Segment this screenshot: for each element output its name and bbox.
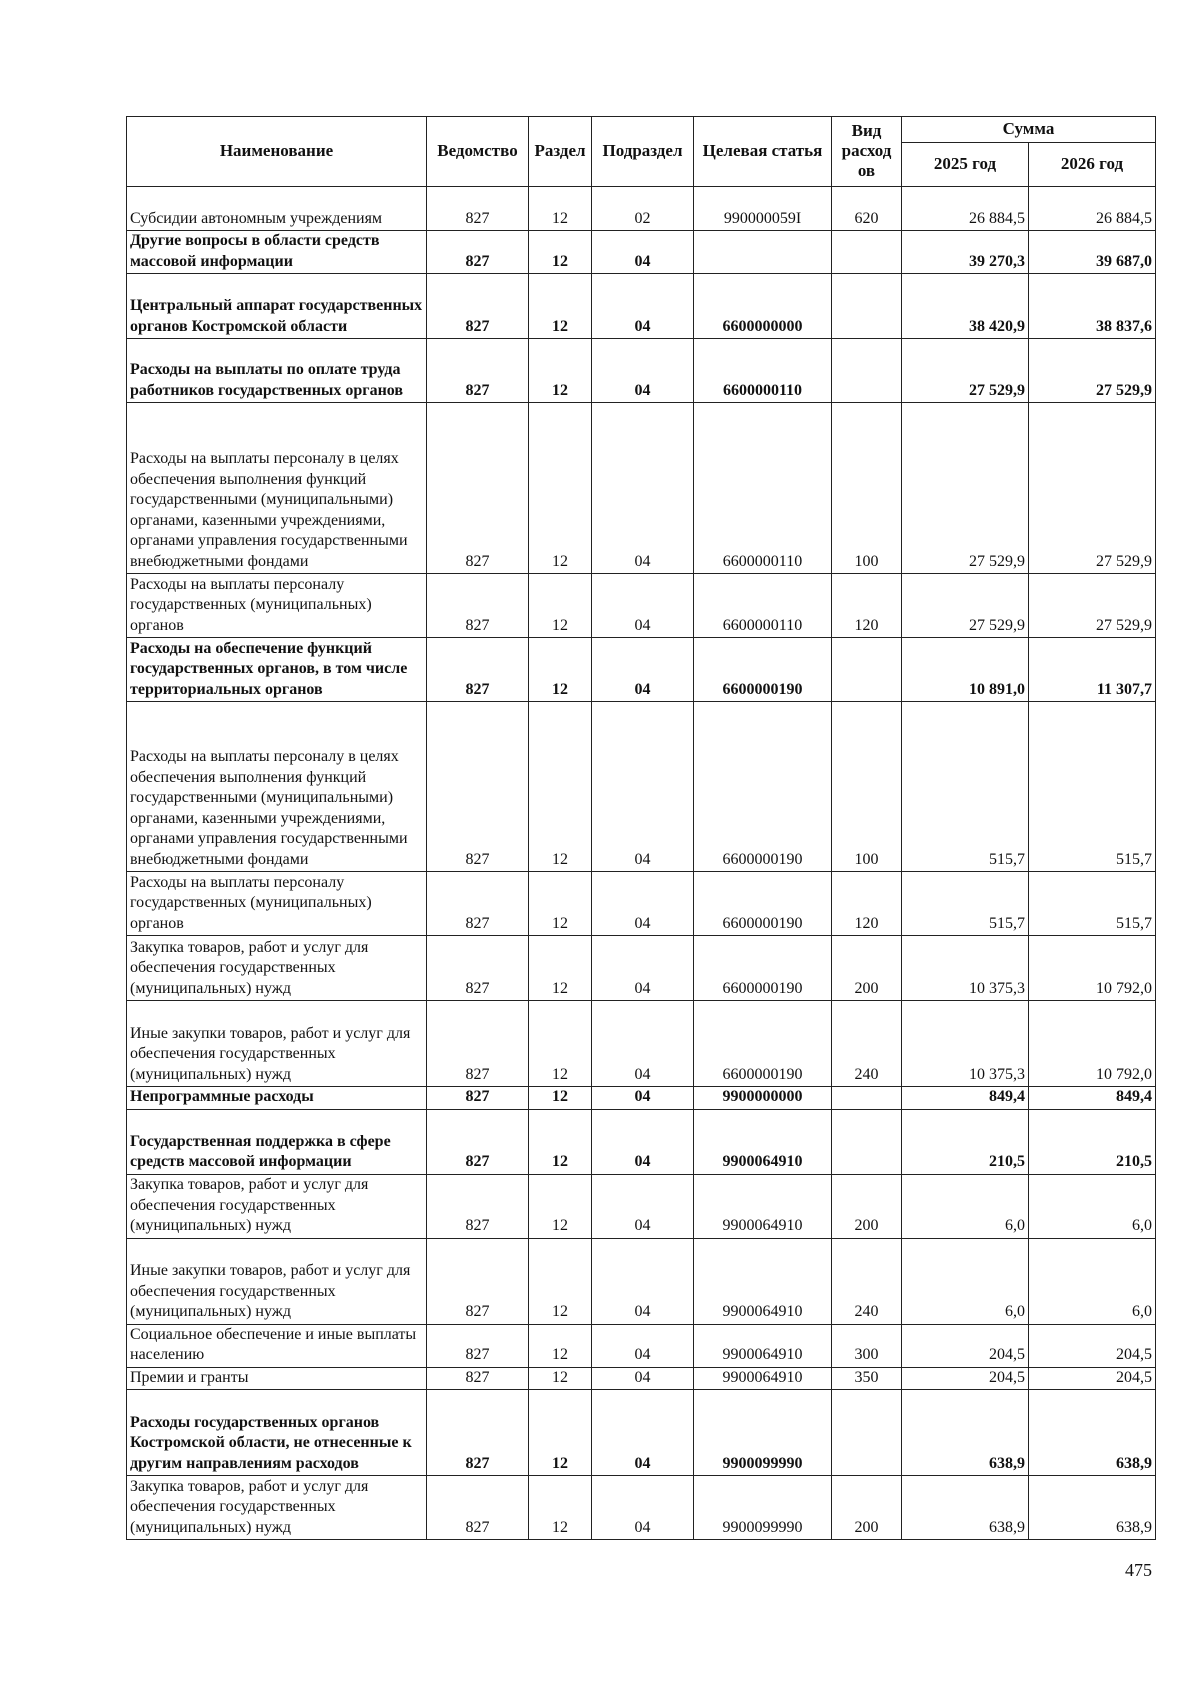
row-sum-2026: 10 792,0 xyxy=(1029,936,1156,1001)
row-section: 12 xyxy=(529,638,592,702)
row-expense-type: 350 xyxy=(832,1367,902,1390)
row-dept: 827 xyxy=(427,1109,529,1174)
row-sum-2026: 849,4 xyxy=(1029,1087,1156,1110)
row-section: 12 xyxy=(529,1238,592,1324)
row-subsection: 04 xyxy=(592,574,694,638)
row-dept: 827 xyxy=(427,274,529,339)
header-section: Раздел xyxy=(529,117,592,187)
row-target: 9900064910 xyxy=(694,1324,832,1367)
row-target xyxy=(694,231,832,274)
table-row xyxy=(127,1109,1156,1174)
row-sum-2025: 10 375,3 xyxy=(902,936,1029,1001)
row-sum-2025: 638,9 xyxy=(902,1476,1029,1540)
row-sum-2025: 27 529,9 xyxy=(902,574,1029,638)
row-target: 9900064910 xyxy=(694,1174,832,1238)
row-target: 990000059I xyxy=(694,187,832,231)
row-target: 9900064910 xyxy=(694,1109,832,1174)
header-target: Целевая статья xyxy=(694,117,832,187)
row-expense-type: 240 xyxy=(832,1238,902,1324)
row-expense-type: 100 xyxy=(832,403,902,574)
row-dept: 827 xyxy=(427,403,529,574)
row-target: 6600000110 xyxy=(694,339,832,403)
header-year-2026: 2026 год xyxy=(1029,143,1156,187)
row-sum-2025: 26 884,5 xyxy=(902,187,1029,231)
row-expense-type: 200 xyxy=(832,1174,902,1238)
row-expense-type: 620 xyxy=(832,187,902,231)
row-target: 6600000190 xyxy=(694,702,832,872)
row-expense-type xyxy=(832,339,902,403)
row-subsection: 04 xyxy=(592,1001,694,1087)
page-number: 475 xyxy=(1125,1560,1152,1580)
row-section: 12 xyxy=(529,1367,592,1390)
row-sum-2026: 515,7 xyxy=(1029,702,1156,872)
row-sum-2026: 39 687,0 xyxy=(1029,231,1156,274)
row-sum-2026: 38 837,6 xyxy=(1029,274,1156,339)
row-subsection: 04 xyxy=(592,872,694,936)
row-target: 6600000110 xyxy=(694,403,832,574)
row-dept: 827 xyxy=(427,1174,529,1238)
row-sum-2025: 39 270,3 xyxy=(902,231,1029,274)
row-subsection: 04 xyxy=(592,1324,694,1367)
row-section: 12 xyxy=(529,936,592,1001)
row-sum-2026: 638,9 xyxy=(1029,1476,1156,1540)
row-dept: 827 xyxy=(427,1001,529,1087)
row-section: 12 xyxy=(529,1390,592,1476)
row-target: 6600000190 xyxy=(694,638,832,702)
row-name: Другие вопросы в области средств массовой информации xyxy=(127,231,427,274)
header-dept: Ведомство xyxy=(427,117,529,187)
row-sum-2025: 515,7 xyxy=(902,702,1029,872)
row-section: 12 xyxy=(529,1109,592,1174)
row-subsection: 04 xyxy=(592,1109,694,1174)
row-expense-type: 100 xyxy=(832,702,902,872)
row-expense-type xyxy=(832,1087,902,1110)
row-expense-type xyxy=(832,638,902,702)
row-sum-2026: 515,7 xyxy=(1029,872,1156,936)
row-name: Закупка товаров, работ и услуг для обеспечения государственных (муниципальных) нужд xyxy=(127,1174,427,1238)
row-subsection: 04 xyxy=(592,339,694,403)
table-row xyxy=(127,1087,1156,1110)
table-row xyxy=(127,1001,1156,1087)
table-row xyxy=(127,574,1156,638)
row-sum-2026: 27 529,9 xyxy=(1029,574,1156,638)
row-section: 12 xyxy=(529,1476,592,1540)
row-section: 12 xyxy=(529,872,592,936)
row-section: 12 xyxy=(529,274,592,339)
row-expense-type xyxy=(832,1390,902,1476)
header-subsection: Подраздел xyxy=(592,117,694,187)
row-name: Расходы на выплаты по оплате труда работников государственных органов xyxy=(127,339,427,403)
row-subsection: 04 xyxy=(592,1367,694,1390)
row-expense-type xyxy=(832,274,902,339)
row-dept: 827 xyxy=(427,1390,529,1476)
row-sum-2025: 515,7 xyxy=(902,872,1029,936)
row-target: 9900000000 xyxy=(694,1087,832,1110)
header-year-2025: 2025 год xyxy=(902,143,1029,187)
header-name: Наименование xyxy=(127,117,427,187)
row-name: Расходы на выплаты персоналу в целях обеспечения выполнения функций государственными (муниципальными) органами, казенными учреждениями, органами управления государственными внебюджетными фондами xyxy=(127,403,427,574)
row-dept: 827 xyxy=(427,574,529,638)
row-expense-type: 300 xyxy=(832,1324,902,1367)
row-name: Непрограммные расходы xyxy=(127,1087,427,1110)
row-name: Государственная поддержка в сфере средств массовой информации xyxy=(127,1109,427,1174)
table-row xyxy=(127,1390,1156,1476)
row-dept: 827 xyxy=(427,702,529,872)
row-subsection: 04 xyxy=(592,231,694,274)
row-name: Расходы на обеспечение функций государственных органов, в том числе территориальных органов xyxy=(127,638,427,702)
row-sum-2025: 849,4 xyxy=(902,1087,1029,1110)
row-section: 12 xyxy=(529,339,592,403)
row-subsection: 04 xyxy=(592,1390,694,1476)
header-expense-type: Вид расход ов xyxy=(832,117,902,187)
row-sum-2025: 204,5 xyxy=(902,1367,1029,1390)
row-expense-type xyxy=(832,231,902,274)
row-subsection: 04 xyxy=(592,403,694,574)
row-subsection: 04 xyxy=(592,1174,694,1238)
row-name: Премии и гранты xyxy=(127,1367,427,1390)
row-dept: 827 xyxy=(427,1324,529,1367)
header-sum: Сумма xyxy=(902,117,1156,143)
row-name: Расходы на выплаты персоналу государственных (муниципальных) органов xyxy=(127,872,427,936)
row-subsection: 04 xyxy=(592,638,694,702)
row-target: 6600000190 xyxy=(694,936,832,1001)
row-dept: 827 xyxy=(427,638,529,702)
row-dept: 827 xyxy=(427,187,529,231)
table-row xyxy=(127,1476,1156,1540)
row-expense-type xyxy=(832,1109,902,1174)
row-section: 12 xyxy=(529,1087,592,1110)
row-section: 12 xyxy=(529,187,592,231)
row-section: 12 xyxy=(529,702,592,872)
row-target: 6600000190 xyxy=(694,872,832,936)
table-row xyxy=(127,1238,1156,1324)
row-dept: 827 xyxy=(427,339,529,403)
row-target: 9900064910 xyxy=(694,1367,832,1390)
row-sum-2025: 204,5 xyxy=(902,1324,1029,1367)
row-name: Социальное обеспечение и иные выплаты населению xyxy=(127,1324,427,1367)
row-section: 12 xyxy=(529,1324,592,1367)
row-name: Закупка товаров, работ и услуг для обеспечения государственных (муниципальных) нужд xyxy=(127,1476,427,1540)
row-expense-type: 200 xyxy=(832,1476,902,1540)
row-name: Субсидии автономным учреждениям xyxy=(127,187,427,231)
row-name: Иные закупки товаров, работ и услуг для обеспечения государственных (муниципальных) нужд xyxy=(127,1238,427,1324)
table-row xyxy=(127,1174,1156,1238)
row-dept: 827 xyxy=(427,872,529,936)
budget-table xyxy=(126,116,1156,1540)
row-target: 9900099990 xyxy=(694,1390,832,1476)
row-sum-2025: 638,9 xyxy=(902,1390,1029,1476)
table-row xyxy=(127,1367,1156,1390)
row-sum-2026: 210,5 xyxy=(1029,1109,1156,1174)
row-target: 6600000190 xyxy=(694,1001,832,1087)
row-target: 9900099990 xyxy=(694,1476,832,1540)
row-name: Расходы на выплаты персоналу в целях обеспечения выполнения функций государственными (муниципальными) органами, казенными учреждениями, органами управления государственными внебюджетными фондами xyxy=(127,702,427,872)
row-expense-type: 120 xyxy=(832,574,902,638)
row-sum-2026: 27 529,9 xyxy=(1029,403,1156,574)
table-row xyxy=(127,936,1156,1001)
row-subsection: 02 xyxy=(592,187,694,231)
row-sum-2025: 6,0 xyxy=(902,1174,1029,1238)
row-sum-2026: 26 884,5 xyxy=(1029,187,1156,231)
row-sum-2025: 10 891,0 xyxy=(902,638,1029,702)
row-section: 12 xyxy=(529,1174,592,1238)
row-sum-2026: 204,5 xyxy=(1029,1367,1156,1390)
row-sum-2025: 210,5 xyxy=(902,1109,1029,1174)
row-name: Расходы государственных органов Костромской области, не отнесенные к другим направлениям расходов xyxy=(127,1390,427,1476)
row-sum-2026: 11 307,7 xyxy=(1029,638,1156,702)
row-dept: 827 xyxy=(427,1476,529,1540)
table-row xyxy=(127,1324,1156,1367)
row-dept: 827 xyxy=(427,936,529,1001)
row-target: 6600000110 xyxy=(694,574,832,638)
row-subsection: 04 xyxy=(592,1087,694,1110)
row-dept: 827 xyxy=(427,231,529,274)
row-target: 6600000000 xyxy=(694,274,832,339)
row-name: Центральный аппарат государственных органов Костромской области xyxy=(127,274,427,339)
row-section: 12 xyxy=(529,231,592,274)
table-body xyxy=(127,187,1156,1540)
row-expense-type: 240 xyxy=(832,1001,902,1087)
row-section: 12 xyxy=(529,403,592,574)
table-row xyxy=(127,231,1156,274)
row-name: Иные закупки товаров, работ и услуг для обеспечения государственных (муниципальных) нужд xyxy=(127,1001,427,1087)
row-sum-2025: 6,0 xyxy=(902,1238,1029,1324)
row-dept: 827 xyxy=(427,1367,529,1390)
row-sum-2026: 6,0 xyxy=(1029,1238,1156,1324)
row-section: 12 xyxy=(529,574,592,638)
table-row xyxy=(127,638,1156,702)
row-name: Закупка товаров, работ и услуг для обеспечения государственных (муниципальных) нужд xyxy=(127,936,427,1001)
row-expense-type: 200 xyxy=(832,936,902,1001)
table-row xyxy=(127,339,1156,403)
row-subsection: 04 xyxy=(592,1238,694,1324)
row-dept: 827 xyxy=(427,1238,529,1324)
table-row xyxy=(127,702,1156,872)
table-row xyxy=(127,274,1156,339)
row-sum-2026: 638,9 xyxy=(1029,1390,1156,1476)
row-subsection: 04 xyxy=(592,1476,694,1540)
row-sum-2025: 27 529,9 xyxy=(902,403,1029,574)
row-target: 9900064910 xyxy=(694,1238,832,1324)
row-subsection: 04 xyxy=(592,936,694,1001)
row-dept: 827 xyxy=(427,1087,529,1110)
table-row xyxy=(127,187,1156,231)
row-expense-type: 120 xyxy=(832,872,902,936)
row-subsection: 04 xyxy=(592,274,694,339)
row-sum-2026: 27 529,9 xyxy=(1029,339,1156,403)
row-name: Расходы на выплаты персоналу государственных (муниципальных) органов xyxy=(127,574,427,638)
row-sum-2026: 204,5 xyxy=(1029,1324,1156,1367)
row-subsection: 04 xyxy=(592,702,694,872)
table-row xyxy=(127,872,1156,936)
row-sum-2025: 38 420,9 xyxy=(902,274,1029,339)
row-sum-2026: 6,0 xyxy=(1029,1174,1156,1238)
table-row xyxy=(127,403,1156,574)
row-sum-2025: 10 375,3 xyxy=(902,1001,1029,1087)
row-sum-2025: 27 529,9 xyxy=(902,339,1029,403)
row-section: 12 xyxy=(529,1001,592,1087)
row-sum-2026: 10 792,0 xyxy=(1029,1001,1156,1087)
